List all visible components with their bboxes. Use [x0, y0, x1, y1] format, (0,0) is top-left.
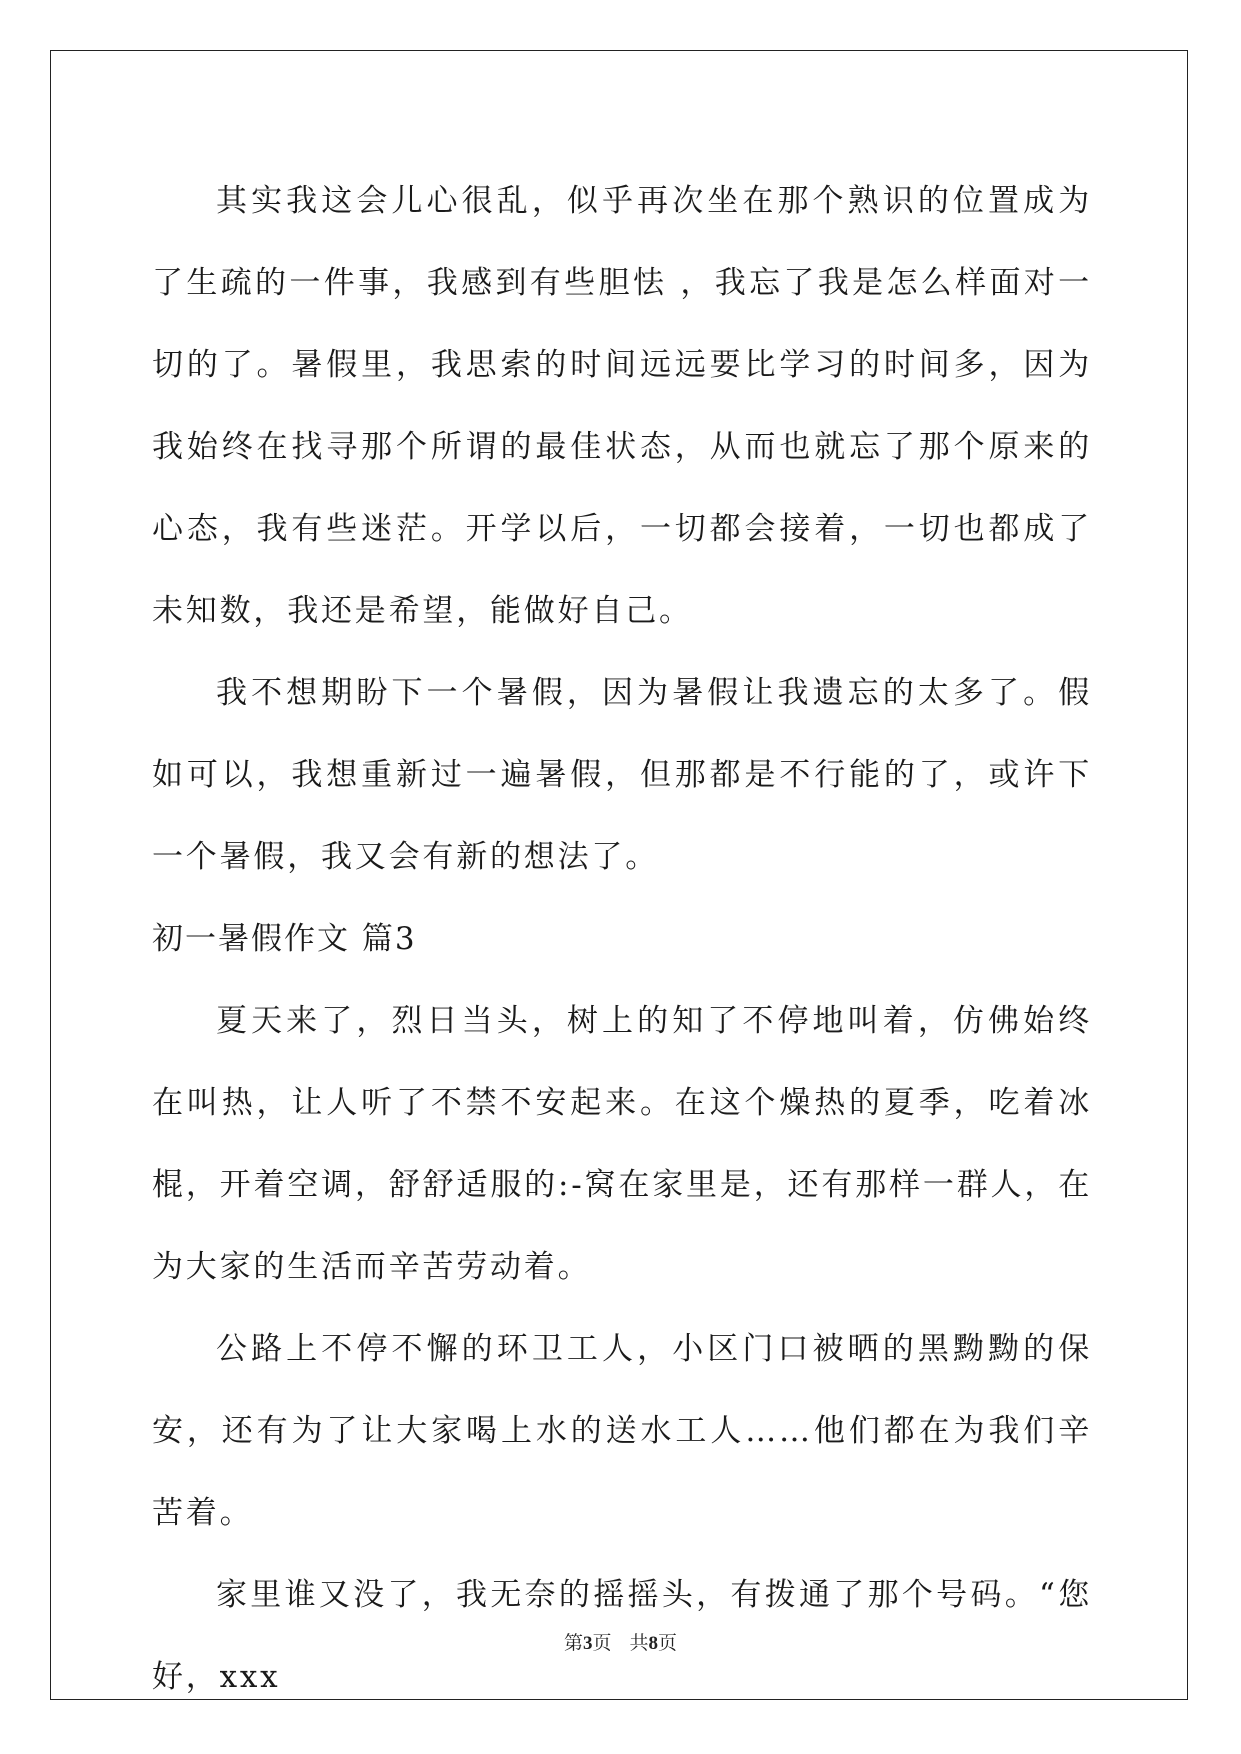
footer-total-suffix: 页: [658, 1633, 678, 1654]
footer-page-suffix: 页: [592, 1633, 612, 1654]
paragraph: 夏天来了，烈日当头，树上的知了不停地叫着，仿佛始终在叫热，让人听了不禁不安起来。在这个燥热的夏季，吃着冰棍，开着空调，舒舒适服的:-窝在家里是，还有那样一群人，在为大家的生活而辛苦劳动着。: [152, 1003, 1092, 1285]
paragraph: 公路上不停不懈的环卫工人，小区门口被晒的黑黝黝的保安，还有为了让大家喝上水的送水工人……他们都在为我们辛苦着。: [152, 1331, 1092, 1531]
document-body: [152, 160, 1092, 1718]
paragraph: 其实我这会儿心很乱，似乎再次坐在那个熟识的位置成为了生疏的一件事，我感到有些胆怯 ，我忘了我是怎么样面对一切的了。暑假里，我思索的时间远远要比学习的时间多，因为我始终在找寻那个所谓的最佳状态，从而也就忘了那个原来的心态，我有些迷茫。开学以后，一切都会接着，一切也都成了未知数，我还是希望，能做好自己。: [152, 183, 1092, 629]
paragraph: 我不想期盼下一个暑假，因为暑假让我遗忘的太多了。假如可以，我想重新过一遍暑假，但那都是不行能的了，或许下一个暑假，我又会有新的想法了。: [152, 675, 1092, 875]
section-heading: 初一暑假作文 篇3: [152, 921, 417, 957]
current-page-number: 3: [582, 1633, 593, 1654]
footer-prefix: 第: [563, 1633, 583, 1654]
total-pages-number: 8: [648, 1633, 659, 1654]
footer-total-prefix: 共: [629, 1633, 649, 1654]
page-footer: [0, 1628, 1241, 1655]
paragraph: 家里谁又没了，我无奈的摇摇头，有拨通了那个号码。“您好，xxx: [152, 1577, 1092, 1695]
